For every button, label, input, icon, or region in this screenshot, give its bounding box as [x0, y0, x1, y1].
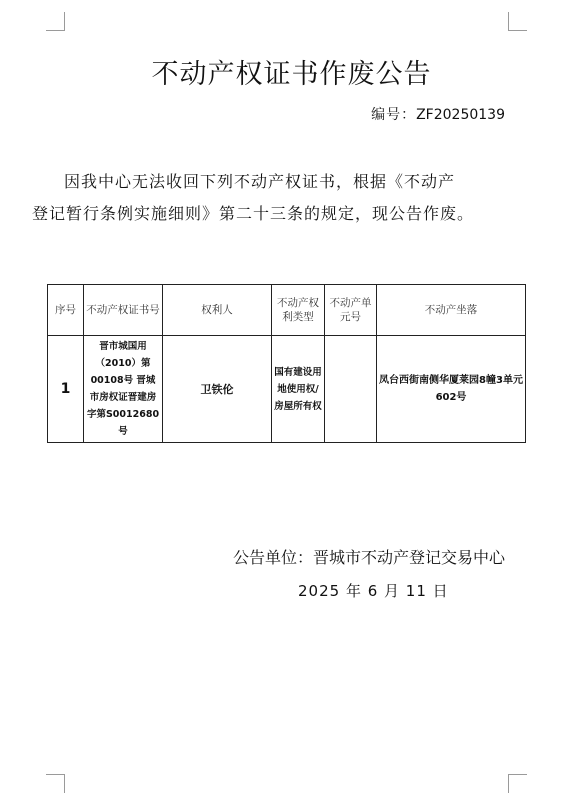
table-row	[48, 336, 526, 443]
header-holder: 权利人	[163, 285, 272, 336]
cell-holder: 卫铁伦	[163, 336, 272, 443]
header-location: 不动产坐落	[377, 285, 526, 336]
issuing-unit: 公告单位：晋城市不动产登记交易中心	[232, 548, 505, 567]
notice-body	[32, 166, 518, 230]
crop-mark-top-left	[46, 12, 65, 31]
header-unit-number: 不动产单元号	[325, 285, 377, 336]
table-header-row	[48, 285, 526, 336]
cell-cert-number: 晋市城国用（2010）第00108号 晋城市房权证晋建房字第S0012680号	[84, 336, 163, 443]
certificate-table	[47, 284, 526, 443]
crop-mark-bottom-left	[46, 774, 65, 793]
notice-body-line-1: 因我中心无法收回下列不动产权证书，根据《不动产	[64, 172, 456, 191]
header-seq: 序号	[48, 285, 84, 336]
header-cert-number: 不动产权证书号	[84, 285, 163, 336]
notice-title: 不动产权证书作废公告	[151, 59, 432, 90]
document-number-value: ZF20250139	[416, 107, 505, 123]
cell-right-type: 国有建设用地使用权/房屋所有权	[272, 336, 325, 443]
document-number	[371, 104, 505, 124]
crop-mark-bottom-right	[508, 774, 527, 793]
cell-seq: 1	[48, 336, 84, 443]
crop-mark-top-right	[508, 12, 527, 31]
cell-unit-number	[325, 336, 377, 443]
notice-date: 2025 年 6 月 11 日	[298, 582, 449, 600]
document-number-label: 编号：	[371, 107, 417, 123]
cell-location: 凤台西街南侧华厦莱园8幢3单元602号	[377, 336, 526, 443]
notice-body-line-2: 登记暂行条例实施细则》第二十三条的规定，现公告作废。	[32, 204, 475, 223]
header-right-type: 不动产权利类型	[272, 285, 325, 336]
